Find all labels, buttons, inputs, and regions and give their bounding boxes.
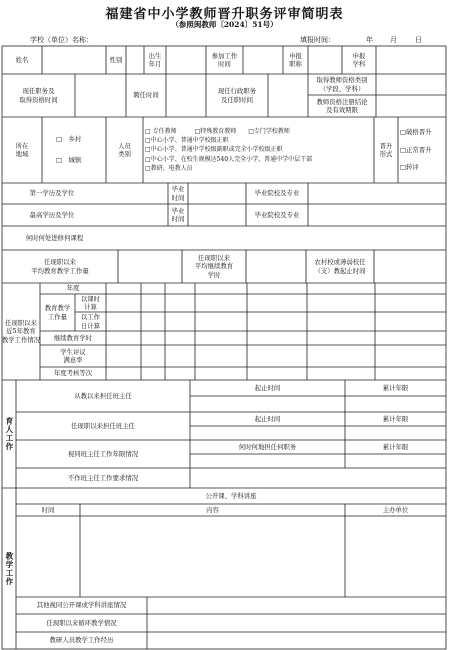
qual-conclusion-field[interactable] — [376, 95, 446, 117]
form-title: 福建省中小学教师晋升职务评审简明表 — [105, 7, 344, 22]
apply-title-field[interactable] — [308, 46, 342, 74]
class-hours-label: 以课时 计算 — [80, 294, 101, 311]
qual-conclusion-label: 教师资格注册结论 及有效期限 — [316, 97, 368, 114]
date-year-label: 年 — [366, 36, 373, 44]
start-end-label-1: 起止时间 — [254, 383, 281, 392]
workdays-label: 以工作 日计算 — [80, 313, 101, 330]
first-degree-label: 第一学历及学位 — [29, 189, 75, 198]
apply-title-label: 申报 职称 — [289, 51, 302, 68]
five-year-section-label: 任现职以来 近5年教育 教学工作情况 — [2, 319, 40, 344]
highest-degree-label: 最高学历及学位 — [29, 210, 75, 219]
time-header: 时间 — [41, 505, 55, 514]
highest-grad-school-label: 毕业院校及专业 — [254, 210, 300, 219]
teaching-work-section-label: 教学工作 — [4, 551, 14, 586]
birth-field[interactable] — [166, 46, 206, 74]
current-title-field[interactable] — [75, 74, 126, 117]
other-open-field[interactable] — [147, 597, 446, 614]
hire-time-label: 聘任时间 — [133, 91, 159, 100]
current-title-label: 现任职务及 取得资格时间 — [19, 87, 58, 104]
urban-option[interactable]: □ 城镇 — [56, 156, 82, 164]
content-header: 内容 — [206, 505, 219, 514]
first-grad-school-field[interactable] — [308, 183, 446, 204]
birth-label: 出生 年月 — [148, 51, 162, 68]
position-when-label: 何时何地担任何职务 — [238, 442, 297, 451]
accumulated-label-2: 累计年限 — [382, 414, 409, 423]
admin-post-label: 现任行政职务 及任职时间 — [217, 87, 257, 104]
rural-years-label: 农村校或薄弱校任 （支）教起止时间 — [314, 258, 366, 275]
avg-workload-field[interactable] — [118, 250, 182, 283]
checkbox-icon: □ — [56, 135, 63, 144]
researcher-exp-field[interactable] — [147, 632, 446, 649]
other-open-label: 其他视同公开课或学科讲座情况 — [36, 601, 127, 610]
researcher-exp-label: 教研人员教学工作经历 — [49, 636, 114, 645]
start-end-label-2: 起止时间 — [254, 414, 281, 423]
promotion-options — [400, 117, 446, 183]
year-label: 年度 — [66, 284, 80, 293]
workload-label: 教育教学 工作量 — [44, 304, 71, 321]
promotion-exceptional[interactable]: □破格晋升 — [400, 127, 432, 136]
school-name-label: 学校（单位）名称： — [30, 36, 93, 44]
staff-option-principal[interactable]: □中心小学、普通中学校级正职 — [145, 137, 229, 145]
apply-subject-label: 申报 学科 — [352, 51, 366, 68]
accumulated-label-1: 累计年限 — [382, 383, 409, 392]
promotion-normal[interactable]: □正常晋升 — [400, 145, 432, 154]
checkbox-icon: □ — [56, 156, 63, 164]
cont-edu-hours-label: 继续教育学时 — [53, 333, 93, 342]
name-field[interactable] — [42, 46, 106, 74]
staff-type-options — [145, 119, 374, 181]
satisfaction-label: 学生评议 满意率 — [60, 347, 86, 364]
not-required-label: 不作班主任工作要求情况 — [67, 473, 139, 482]
first-degree-field[interactable] — [102, 183, 168, 204]
gender-label: 性别 — [109, 55, 123, 64]
rural-years-field[interactable] — [374, 250, 446, 283]
since-current-label: 任现职以来担任班主任 — [71, 421, 135, 430]
highest-grad-time-field[interactable] — [188, 204, 246, 226]
qual-category-label: 取得教师资格类别 （学段、学科） — [316, 76, 368, 93]
first-grad-time-field[interactable] — [188, 183, 246, 204]
not-required-field[interactable] — [190, 468, 446, 488]
gender-field[interactable] — [126, 46, 144, 74]
promotion-form-label: 晋升 形式 — [379, 141, 393, 158]
rural-option[interactable]: □ 乡村 — [56, 135, 82, 144]
name-label: 姓名 — [15, 55, 29, 64]
form-subtitle: （参照闽教师〔2024〕51号） — [171, 20, 278, 29]
continuing-edu-field[interactable] — [246, 250, 306, 283]
current-condition-label: 视同班主任工作年限情况 — [67, 449, 139, 458]
work-start-label: 参加工作 时间 — [211, 51, 238, 68]
admin-post-field[interactable] — [268, 74, 308, 117]
highest-degree-field[interactable] — [102, 204, 168, 226]
circuit-teaching-label: 任现职以来循环教学情况 — [46, 618, 117, 627]
work-start-field[interactable] — [243, 46, 283, 74]
avg-workload-label: 任现职以来 平均教育教学工作量 — [31, 258, 89, 275]
first-grad-school-label: 毕业院校及专业 — [254, 189, 300, 198]
date-day-label: 日 — [415, 36, 422, 44]
staff-option-researcher[interactable]: □教研、电教人员 — [145, 164, 193, 172]
qual-category-field[interactable] — [376, 74, 446, 95]
circuit-teaching-field[interactable] — [147, 614, 446, 632]
open-lessons-label: 公开课、学科讲座 — [205, 491, 257, 500]
apply-subject-field[interactable] — [376, 46, 446, 74]
date-month-label: 月 — [390, 36, 397, 44]
continuing-edu-label: 任现职以来 平均继续教育 学时 — [194, 254, 234, 279]
location-label: 所在 地域 — [15, 141, 29, 158]
staff-option-vice-principal[interactable]: □中心小学、普通中学校级副职或完全小学校级正职 — [145, 146, 283, 154]
staff-option-teacher[interactable]: □ 专任教师 □特殊教育教师 □专门学校教师 — [145, 127, 290, 135]
highest-grad-school-field[interactable] — [308, 204, 446, 226]
location-options — [56, 117, 106, 183]
first-grad-time-label: 毕业 时间 — [171, 185, 185, 202]
education-work-section-label: 育人工作 — [4, 417, 14, 451]
accumulated-label-3: 累计年限 — [382, 442, 409, 451]
since-teaching-label: 从教以来担任班主任 — [74, 391, 132, 400]
highest-grad-time-label: 毕业 时间 — [171, 206, 185, 223]
staff-type-label: 人员 类别 — [118, 141, 131, 158]
organizer-header: 主办单位 — [382, 505, 409, 514]
date-label: 填报时间： — [300, 36, 335, 44]
training-field[interactable] — [107, 226, 446, 250]
promotion-transfer[interactable]: □转评 — [400, 163, 419, 172]
staff-option-middle-manager[interactable]: □中心小学、在校生规模达540人完全小学、普通中学中层干部 — [145, 155, 313, 163]
training-label: 何时何处进修何课程 — [25, 233, 84, 242]
hire-time-field[interactable] — [166, 74, 206, 117]
annual-eval-label: 年度考核等次 — [53, 369, 93, 378]
